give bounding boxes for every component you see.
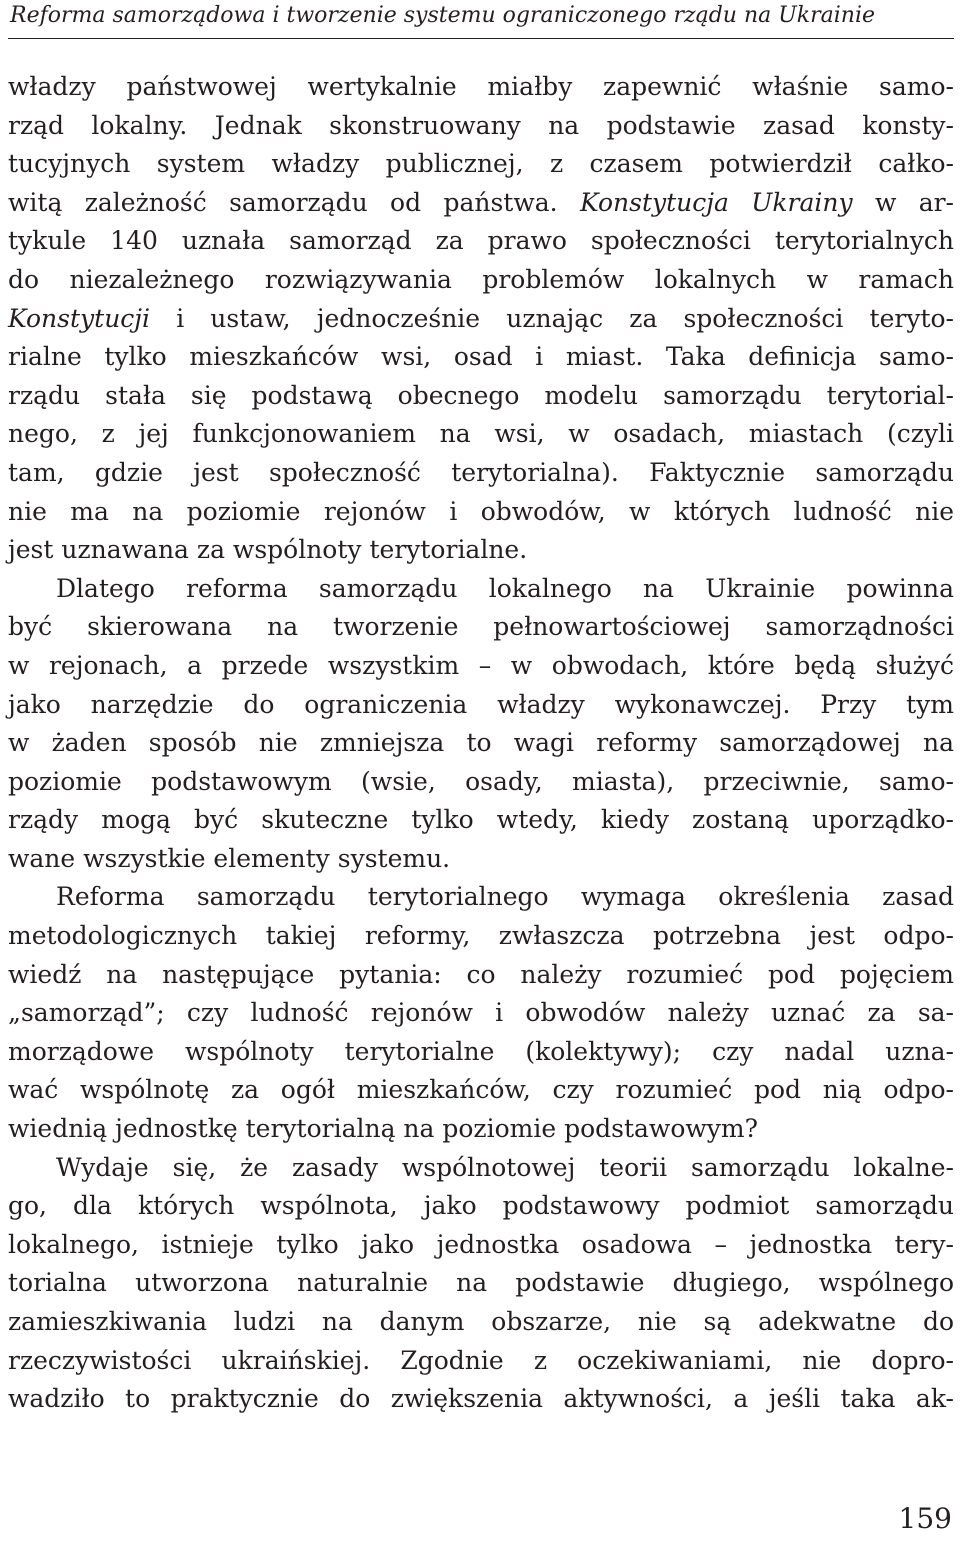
- text-line: wiednią jednostkę terytorialną na poziomie podstawowym?: [8, 1114, 759, 1144]
- text-line: torialna utworzona naturalnie na podstawie długiego, wspólnego: [8, 1268, 954, 1298]
- text-line: nie ma na poziomie rejonów i obwodów, w których ludność nie: [8, 496, 954, 526]
- text-line: rialne tylko mieszkańców wsi, osad i miast. Taka definicja samo-: [8, 342, 954, 372]
- text-line: do niezależnego rozwiązywania problemów lokalnych w ramach: [8, 264, 954, 294]
- text-segment: witą zależność samorządu od państwa.: [8, 187, 580, 217]
- text-line: tam, gdzie jest społeczność terytorialna). Faktycznie samorządu: [8, 457, 954, 487]
- page-number: 159: [898, 1502, 952, 1535]
- text-line: go, dla których wspólnota, jako podstawowy podmiot samorządu: [8, 1191, 954, 1221]
- text-line: władzy państwowej wertykalnie miałby zapewnić właśnie samo-: [8, 72, 954, 101]
- text-line: tucyjnych system władzy publicznej, z czasem potwierdził całko-: [8, 149, 954, 179]
- text-line: poziomie podstawowym (wsie, osady, miasta), przeciwnie, samo-: [8, 766, 954, 796]
- text-line: wadziło to praktycznie do zwiększenia aktywności, a jeśli taka ak-: [8, 1384, 954, 1414]
- running-header: Reforma samorządowa i tworzenie systemu ograniczonego rządu na Ukrainie: [10, 3, 875, 28]
- text-line: rząd lokalny. Jednak skonstruowany na podstawie zasad konsty-: [8, 110, 954, 140]
- text-line: w żaden sposób nie zmniejsza to wagi reformy samorządowej na: [8, 728, 954, 758]
- text-line: rzeczywistości ukraińskiej. Zgodnie z oczekiwaniami, nie dopro-: [8, 1345, 954, 1375]
- text-segment: i ustaw, jednocześnie uznając za społeczności teryto-: [150, 303, 954, 333]
- body-text: [8, 68, 954, 1419]
- italic-title: Konstytucja Ukrainy: [579, 187, 853, 217]
- text-line: zamieszkiwania ludzi na danym obszarze, nie są adekwatne do: [8, 1307, 954, 1336]
- header-rule: [8, 38, 954, 39]
- text-line: Wydaje się, że zasady wspólnotowej teorii samorządu lokalne-: [56, 1152, 954, 1182]
- text-line: tykule 140 uznała samorząd za prawo społeczności terytorialnych: [8, 226, 954, 256]
- text-line: rządu stała się podstawą obecnego modelu samorządu terytorial-: [8, 380, 954, 410]
- text-line: [8, 300, 954, 339]
- text-line: być skierowana na tworzenie pełnowartościowej samorządności: [8, 612, 954, 642]
- text-line: rządy mogą być skuteczne tylko wtedy, kiedy zostaną uporządko-: [8, 805, 954, 835]
- text-line: metodologicznych takiej reformy, zwłaszcza potrzebna jest odpo-: [8, 921, 954, 951]
- text-line: nego, z jej funkcjonowaniem na wsi, w osadach, miastach (czyli: [8, 419, 954, 449]
- text-line: „samorząd”; czy ludność rejonów i obwodów należy uznać za sa-: [8, 998, 954, 1028]
- text-line: w rejonach, a przede wszystkim – w obwodach, które będą służyć: [8, 650, 954, 680]
- text-line: wać wspólnotę za ogół mieszkańców, czy rozumieć pod nią odpo-: [8, 1075, 954, 1105]
- italic-title: Konstytucji: [8, 303, 151, 333]
- text-line: lokalnego, istnieje tylko jako jednostka osadowa – jednostka tery-: [8, 1229, 954, 1259]
- text-line: wane wszystkie elementy systemu.: [8, 843, 451, 873]
- text-line: Reforma samorządu terytorialnego wymaga określenia zasad: [56, 882, 954, 912]
- text-line: morządowe wspólnoty terytorialne (kolektywy); czy nadal uzna-: [8, 1036, 954, 1066]
- text-segment: w ar-: [852, 187, 955, 217]
- text-line: wiedź na następujące pytania: co należy rozumieć pod pojęciem: [8, 959, 954, 989]
- text-line: jako narzędzie do ograniczenia władzy wykonawczej. Przy tym: [8, 689, 954, 719]
- text-line: jest uznawana za wspólnoty terytorialne.: [8, 535, 528, 565]
- text-line: [8, 184, 954, 223]
- text-line: Dlatego reforma samorządu lokalnego na Ukrainie powinna: [56, 573, 954, 603]
